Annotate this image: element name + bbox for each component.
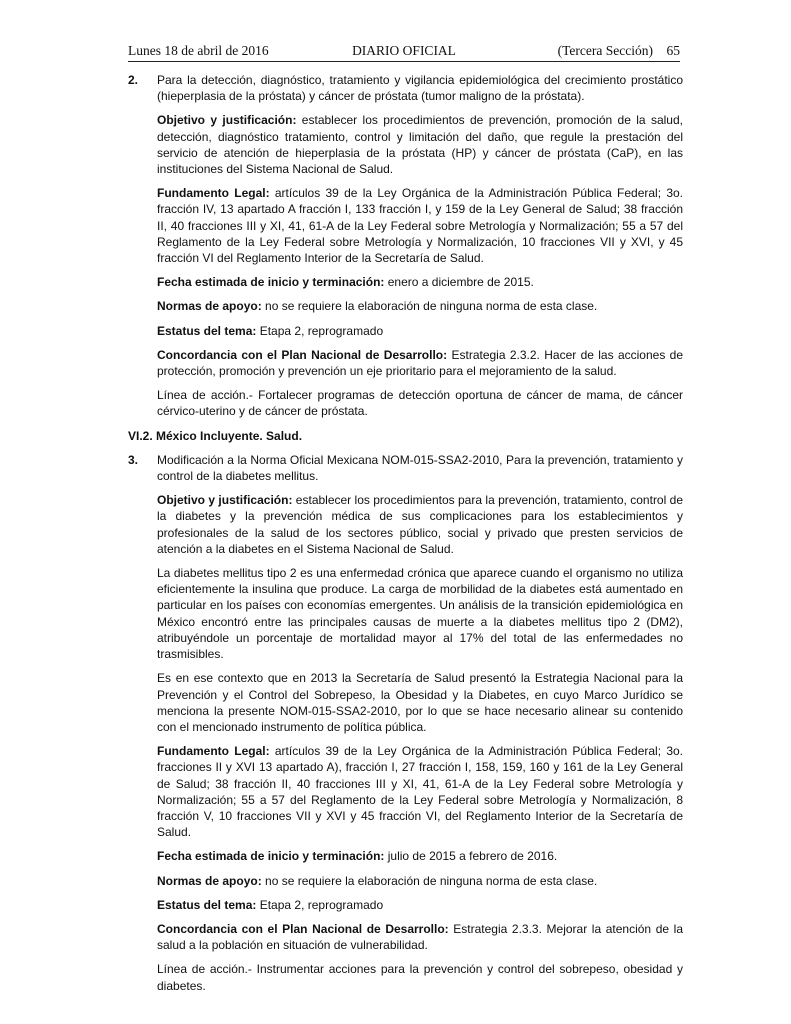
estatus-text: Etapa 2, reprogramado <box>256 897 384 912</box>
fecha-label: Fecha estimada de inicio y terminación: <box>157 275 385 290</box>
document-body <box>128 72 683 1002</box>
page-header <box>128 41 680 62</box>
estatus-label: Estatus del tema: <box>157 323 257 338</box>
item-number: 2. <box>128 73 139 87</box>
normas-label: Normas de apoyo: <box>157 873 262 888</box>
concordancia-text: Estrategia 2.3.2. Hacer de las acciones de protección, promoción y prevención un eje prioritario para el mejoramiento de la salud. <box>157 347 684 379</box>
header-page-number: 65 <box>666 43 680 58</box>
estatus-paragraph <box>157 323 683 339</box>
estatus-text: Etapa 2, reprogramado <box>256 323 384 338</box>
fecha-text: julio de 2015 a febrero de 2016. <box>384 849 558 864</box>
header-section: (Tercera Sección) <box>557 43 653 58</box>
fundamento-label: Fundamento Legal: <box>157 744 270 759</box>
header-title: DIARIO OFICIAL <box>352 43 456 58</box>
header-section-page <box>558 43 680 59</box>
normas-paragraph <box>157 298 683 314</box>
linea-paragraph: Línea de acción.- Instrumentar acciones para la prevención y control del sobrepeso, obesidad y diabetes. <box>157 962 683 993</box>
objetivo-label: Objetivo y justificación: <box>157 493 293 508</box>
concordancia-paragraph <box>157 347 683 379</box>
item-text: Para la detección, diagnóstico, tratamiento y vigilancia epidemiológica del crecimiento prostático (hieperplasia de la próstata) y cáncer de próstata (tumor maligno de la próstata). <box>157 73 683 104</box>
fundamento-text: artículos 39 de la Ley Orgánica de la Administración Pública Federal; 3o. fracción IV, 13 apartado A fracción I, 133 fracción I, y 159 de la Ley General de Salud; 38 fracción II, 40 fracciones III y XI, 41, 61-A de la Ley Federal sobre Metrología y Normalización; 55 a 57 del Reglamento de la Ley Federal sobre Metrología y Normalización, 10 fracciones VII y XVI, y 45 fracción VI del Reglamento Interior de la Secretaría de Salud. <box>157 186 684 266</box>
item-number: 3. <box>128 452 139 467</box>
estatus-label: Estatus del tema: <box>157 897 257 912</box>
item-2 <box>128 72 683 104</box>
section-heading: VI.2. México Incluyente. Salud. <box>128 428 303 443</box>
estatus-paragraph <box>157 897 683 913</box>
concordancia-label: Concordancia con el Plan Nacional de Desarrollo: <box>157 347 448 362</box>
body-paragraph: La diabetes mellitus tipo 2 es una enfermedad crónica que aparece cuando el organismo no utiliza eficientemente la insulina que produce. La carga de morbilidad de la diabetes está aumentado en particular en los países con economías emergentes. Un análisis de la transición epidemiológica en México encontró entre las principales causas de muerte a la diabetes mellitus tipo 2 (DM2), atribuyéndole un porcentaje de mortalidad mayor al 17% del total de las enfermedades no trasmisibles. <box>157 566 683 662</box>
fundamento-paragraph <box>157 185 683 266</box>
fecha-paragraph <box>157 848 683 864</box>
fundamento-text: artículos 39 de la Ley Orgánica de la Administración Pública Federal; 3o. fracciones II y XVI 13 apartado A), fracción I, 27 fracción I, 158, 159, 160 y 161 de la Ley General de Salud; 38 fracción II, 40 fracciones III y XI, 41, 61-A de la Ley Federal sobre Metrología y Normalización; 55 a 57 del Reglamento de la Ley Federal sobre Metrología y Normalización, 8 fracción V, 10 fracciones VII y XVI y 45 fracción VI, del Reglamento Interior de la Secretaría de Salud. <box>157 744 684 840</box>
normas-text: no se requiere la elaboración de ninguna norma de esta clase. <box>261 873 598 888</box>
body-paragraph: Es en ese contexto que en 2013 la Secretaría de Salud presentó la Estrategia Nacional para la Prevención y el Control del Sobrepeso, la Obesidad y la Diabetes, en cuyo Marco Jurídico se menciona la presente NOM-015-SSA2-2010, por lo que se hace necesario alinear su contenido con el mencionado instrumento de política pública. <box>157 671 683 734</box>
fecha-label: Fecha estimada de inicio y terminación: <box>157 849 385 864</box>
normas-paragraph <box>157 873 683 889</box>
concordancia-paragraph <box>157 921 683 953</box>
linea-paragraph: Línea de acción.- Fortalecer programas de detección oportuna de cáncer de mama, de cáncer cérvico-uterino y de cáncer de próstata. <box>157 388 683 419</box>
objetivo-label: Objetivo y justificación: <box>157 113 297 128</box>
fundamento-label: Fundamento Legal: <box>157 186 270 201</box>
objetivo-text: establecer los procedimientos de prevención, promoción de la salud, detección, diagnóstico tratamiento, control y limitación del daño, que regule la prestación del servicio de atención de hieperplasia de la próstata (HP) y cáncer de próstata (CaP), en las instituciones del Sistema Nacional de Salud. <box>157 113 683 177</box>
fecha-text: enero a diciembre de 2015. <box>384 275 534 290</box>
normas-label: Normas de apoyo: <box>157 299 262 314</box>
fundamento-paragraph <box>157 743 683 840</box>
item-text: Modificación a la Norma Oficial Mexicana NOM-015-SSA2-2010, Para la prevención, tratamiento y control de la diabetes mellitus. <box>157 452 683 484</box>
header-date: Lunes 18 de abril de 2016 <box>128 43 269 58</box>
normas-text: no se requiere la elaboración de ninguna norma de esta clase. <box>261 299 598 314</box>
objetivo-paragraph <box>157 492 683 557</box>
concordancia-label: Concordancia con el Plan Nacional de Desarrollo: <box>157 921 449 936</box>
concordancia-text: Estrategia 2.3.3. Mejorar la atención de la salud a la población en situación de vulnerabilidad. <box>157 921 683 953</box>
item-3 <box>128 452 683 484</box>
objetivo-paragraph <box>157 112 683 177</box>
fecha-paragraph <box>157 274 683 290</box>
objetivo-text: establecer los procedimientos para la prevención, tratamiento, control de la diabetes y la prevención médica de sus complicaciones para los establecimientos y profesionales de la salud de los sectores público, social y privado que presten servicios de atención a la diabetes en el Sistema Nacional de Salud. <box>157 493 683 556</box>
